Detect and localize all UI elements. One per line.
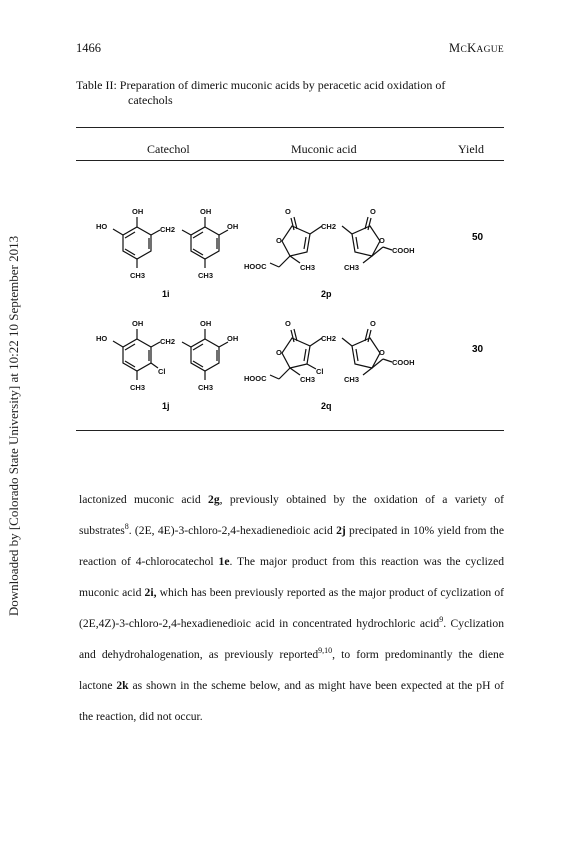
table-top-rule [76, 127, 504, 128]
ch3-label: CH3 [300, 263, 316, 272]
ch2-label: CH2 [160, 337, 176, 346]
ch3-label: CH3 [130, 271, 146, 280]
body-text: as shown in the scheme below, and as might have been expected at the pH of the reaction, did not occur. [79, 679, 505, 723]
ho-label: HO [96, 334, 108, 343]
compound-id-acid: 2p [321, 289, 332, 299]
yield-value: 30 [472, 344, 484, 355]
oh-label: OH [132, 319, 144, 328]
ch3-label: CH3 [344, 375, 360, 384]
compound-id-catechol: 1i [162, 289, 170, 299]
download-note: Downloaded by [Colorado State University] at 10:22 10 September 2013 [6, 235, 21, 617]
body-text: precipated in 10% yield from the reaction of 4-chlorocatechol [79, 524, 504, 568]
citation: 8 [124, 522, 129, 532]
cl-label: Cl [316, 367, 324, 376]
body-text: lactonized muconic acid [79, 493, 209, 506]
ch2-label: CH2 [321, 334, 337, 343]
body-text: . The major product from this reaction was the cyclized muconic acid [79, 555, 504, 599]
compound-id-acid: 2q [321, 401, 332, 411]
ch3-label: CH3 [344, 263, 360, 272]
download-watermark [2, 0, 26, 863]
table-row-1i [96, 207, 484, 299]
ring-o-label: O [276, 348, 282, 357]
hooc-label: HOOC [244, 374, 267, 383]
cooh-label: COOH [392, 358, 415, 367]
carbonyl-o-label: O [370, 319, 376, 328]
caption-line-1: Table II: Preparation of dimeric muconic acids by peracetic acid oxidation of [76, 78, 446, 92]
cooh-label: COOH [392, 246, 415, 255]
oh-label: OH [227, 334, 239, 343]
compound-ref: 2k [116, 679, 129, 692]
header-yield: Yield [458, 142, 484, 156]
yield-value: 50 [472, 232, 484, 243]
body-text: which has been previously reported as the major product of cyclization of (2E,4Z)-3-chloro-2,4-hexadienedioic acid in concentrated hydrochloric acid [79, 586, 505, 630]
ch2-label: CH2 [321, 222, 337, 231]
caption-line-2: catechols [128, 93, 173, 107]
ch3-label: CH3 [198, 271, 214, 280]
carbonyl-o-label: O [285, 207, 291, 216]
oh-label: OH [200, 319, 212, 328]
citation: 9,10 [318, 646, 333, 656]
ch3-label: CH3 [130, 383, 146, 392]
oh-label: OH [200, 207, 212, 216]
cl-label: Cl [158, 367, 166, 376]
structure-scheme [76, 196, 506, 456]
hooc-label: HOOC [244, 262, 267, 271]
ch2-label: CH2 [160, 225, 176, 234]
ring-o-label: O [379, 236, 385, 245]
compound-id-catechol: 1j [162, 401, 170, 411]
compound-ref: 1e [218, 555, 230, 568]
ring-o-label: O [379, 348, 385, 357]
table-bottom-rule [76, 430, 504, 431]
carbonyl-o-label: O [370, 207, 376, 216]
table-row-1j [96, 319, 484, 411]
header-muconic-acid: Muconic acid [291, 142, 357, 156]
header-catechol: Catechol [147, 142, 190, 156]
table-header-rule [76, 160, 504, 161]
ch3-label: CH3 [300, 375, 316, 384]
compound-ref: 2g [208, 493, 220, 506]
body-text: . (2E, 4E)-3-chloro-2,4-hexadienedioic acid [128, 524, 337, 537]
ring-o-label: O [276, 236, 282, 245]
ch3-label: CH3 [198, 383, 214, 392]
ho-label: HO [96, 222, 108, 231]
body-paragraph [79, 484, 504, 732]
oh-label: OH [132, 207, 144, 216]
body-text: , to form predominantly the diene lactone [79, 648, 504, 692]
table-caption [76, 78, 496, 108]
body-text: . Cyclization and dehydrohalogenation, as previously reported [79, 617, 504, 661]
compound-ref: 2j [336, 524, 346, 537]
carbonyl-o-label: O [285, 319, 291, 328]
running-author: MCKAGUE [449, 41, 504, 55]
citation: 9 [439, 615, 444, 625]
oh-label: OH [227, 222, 239, 231]
compound-ref: 2i, [144, 586, 157, 599]
body-text: , previously obtained by the oxidation of a variety of substrates [79, 493, 504, 537]
page-number: 1466 [76, 41, 101, 55]
